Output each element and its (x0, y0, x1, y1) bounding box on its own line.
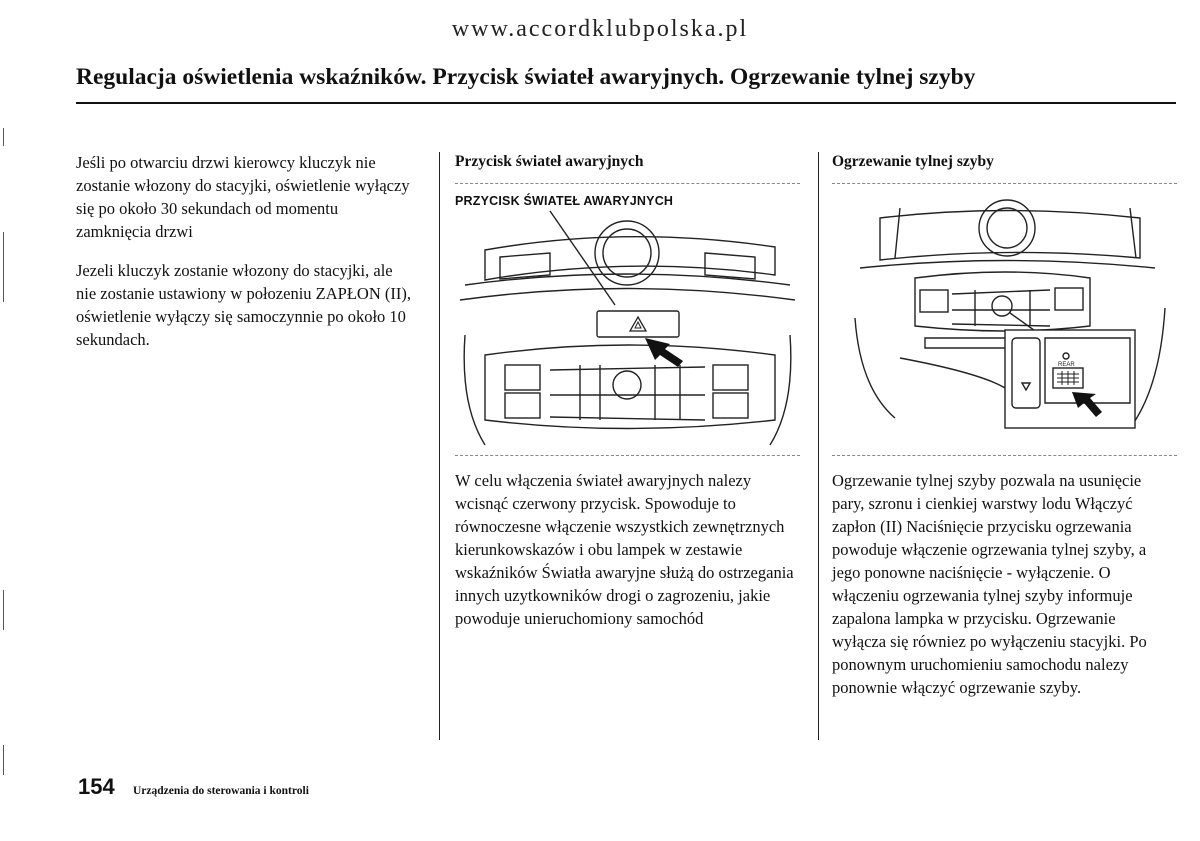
intro-column (76, 151, 416, 367)
pointer-arrow-icon (645, 338, 683, 367)
edge-mark (3, 128, 4, 146)
footer-section-name: Urządzenia do sterowania i kontroli (133, 785, 309, 797)
figure-bottom-border (832, 455, 1177, 456)
column-divider-left (439, 152, 440, 740)
rear-defrost-paragraph: Ogrzewanie tylnej szyby pozwala na usunięcie pary, szronu i cienkiej warstwy lodu Włączyć zapłon (II) Naciśnięcie przycisku ogrzewania powoduje włączenie ogrzewania tylnej szyby, a jego ponowne naciśnięcie - wyłączenie. O włączeniu ogrzewania tylnej szyby informuje zapalona lampka w przycisku. Ogrzewanie wyłącza się równiez po wyłączeniu stacyjki. Po ponownym uruchomieniu samochodu nalezy ponownie włączyć ogrzewanie szyby. (832, 471, 1147, 697)
page-title: Regulacja oświetlenia wskaźników. Przycisk świateł awaryjnych. Ogrzewanie tylnej szyby (76, 64, 976, 90)
intro-paragraph-1: Jeśli po otwarciu drzwi kierowcy kluczyk nie zostanie włozony do stacyjki, oświetlenie wyłączy się po około 30 sekundach od momentu zamknięcia drzwi (76, 153, 410, 241)
hazard-figure-callout: PRZYCISK ŚWIATEŁ AWARYJNYCH (455, 194, 674, 208)
hazard-body-text (455, 469, 800, 630)
hazard-button-figure (455, 205, 800, 450)
rear-defrost-body-text (832, 469, 1157, 699)
figure-top-border (832, 183, 1177, 184)
edge-mark (3, 232, 4, 302)
edge-mark (3, 745, 4, 775)
site-url: www.accordklubpolska.pl (451, 16, 749, 42)
figure-bottom-border (455, 455, 800, 456)
rear-defrost-heading: Ogrzewanie tylnej szyby (832, 153, 994, 170)
hazard-heading: Przycisk świateł awaryjnych (455, 153, 644, 170)
rear-defrost-figure (840, 198, 1175, 448)
hazard-triangle-icon (630, 317, 646, 331)
title-divider (76, 102, 1176, 104)
column-divider-right (818, 152, 819, 740)
rear-button-label: REAR (1058, 362, 1075, 368)
figure-top-border (455, 183, 800, 184)
hazard-paragraph: W celu włączenia świateł awaryjnych nalezy wcisnąć czerwony przycisk. Spowoduje to równoczesne włączenie wszystkich zewnętrznych kierunkowskazów i obu lampek w zestawie wskaźników Światła awaryjne służą do ostrzegania innych uzytkowników drogi o zagrozeniu, jakie powoduje unieruchomiony samochód (455, 471, 794, 628)
page-number: 154 (78, 774, 115, 799)
edge-mark (3, 590, 4, 630)
intro-paragraph-2: Jezeli kluczyk zostanie włozony do stacyjki, ale nie zostanie ustawiony w połozeniu ZAPŁON (II), oświetlenie wyłączy się samoczynnie po około 10 sekundach. (76, 261, 411, 349)
